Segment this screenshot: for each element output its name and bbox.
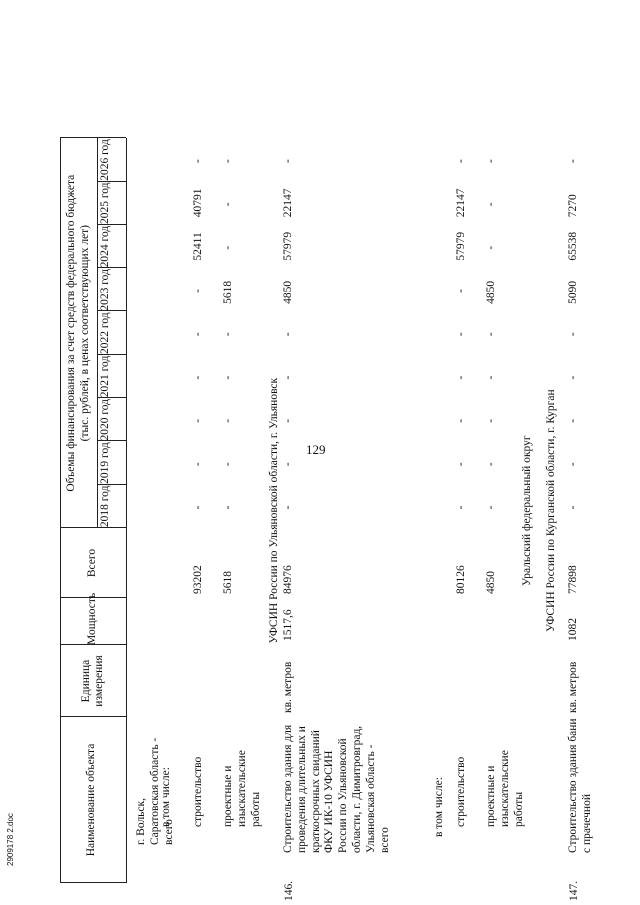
header-year-2022: 2022 год xyxy=(99,312,111,354)
row-year-value: - xyxy=(282,505,294,510)
row-year-value: - xyxy=(455,418,467,423)
row-subheading: в том числе: xyxy=(433,777,445,837)
row-year-value: - xyxy=(192,159,204,163)
header-funding-title: Объемы финансирования за счет средств федерального бюджета xyxy=(65,174,77,492)
row-total: 4850 xyxy=(485,571,497,594)
row-year-value: 7270 xyxy=(567,194,579,218)
row-total: 5618 xyxy=(222,571,234,594)
row-year-value: 4850 xyxy=(485,280,497,304)
row-name: в том числе: xyxy=(160,767,172,827)
header-year-2018: 2018 год xyxy=(99,485,111,528)
row-year-value: - xyxy=(485,505,497,510)
row-capacity: 1517,6 xyxy=(282,609,294,641)
row-year-value: 52411 xyxy=(192,232,204,261)
header-funding-subtitle: (тыс. рублей, в ценах соответствующих лет) xyxy=(79,224,91,442)
row-year-value: - xyxy=(282,332,294,337)
row-year-value: 57979 xyxy=(455,231,467,261)
header-year-2020: 2020 год xyxy=(99,398,111,441)
row-number: 147. xyxy=(568,880,580,901)
row-year-value: - xyxy=(567,462,579,467)
row-year-value: - xyxy=(485,159,497,163)
row-year-value: - xyxy=(567,505,579,510)
row-year-value: - xyxy=(222,418,234,423)
row-total: 93202 xyxy=(192,565,204,594)
header-year-2021: 2021 год xyxy=(99,355,111,398)
row-year-value: - xyxy=(222,505,234,510)
row-year-value: - xyxy=(282,375,294,380)
row-name: проектные и изыскательские работы xyxy=(222,750,262,827)
header-year-2025: 2025 год xyxy=(99,182,111,225)
row-year-value: - xyxy=(222,375,234,380)
row-capacity: 1082 xyxy=(567,618,579,641)
row-year-value: - xyxy=(455,332,467,337)
row-year-value: 22147 xyxy=(282,188,294,218)
row-year-value: - xyxy=(485,418,497,423)
row-year-value: 4850 xyxy=(282,280,294,304)
row-total: 80126 xyxy=(455,565,467,594)
header-unit: Единица измерения xyxy=(80,655,105,707)
row-year-value: - xyxy=(192,332,204,337)
row-year-value: - xyxy=(567,418,579,423)
row-year-value: 5618 xyxy=(222,280,234,304)
header-year-2026: 2026 год xyxy=(99,139,111,181)
section-heading: Уральский федеральный округ xyxy=(521,435,533,586)
row-total: 84976 xyxy=(282,565,294,594)
footer-filename: 2909178 2.doc xyxy=(6,813,15,866)
grid-hline xyxy=(97,138,98,528)
row-year-value: - xyxy=(455,505,467,510)
row-name: проектные и изыскательские работы xyxy=(485,750,525,827)
row-year-value: 57979 xyxy=(282,231,294,261)
row-year-value: - xyxy=(485,375,497,380)
row-year-value: - xyxy=(282,159,294,163)
row-total: 77898 xyxy=(567,565,579,594)
row-year-value: - xyxy=(222,462,234,467)
row-year-value: 65538 xyxy=(567,231,579,261)
row-year-value: - xyxy=(222,159,234,163)
row-year-value: 5090 xyxy=(567,280,579,304)
row-number: 146. xyxy=(283,880,295,901)
row-name: г. Вольск, Саратовская область - всего xyxy=(135,737,175,845)
row-unit: кв. метров xyxy=(282,661,294,713)
row-name: Строительство здания для проведения длительных и краткосрочных свиданий ФКУ ИК-10 УФСИН России по Ульяновской области, г. Димитровград, Ульяновская область - всего xyxy=(282,724,391,853)
row-year-value: - xyxy=(192,418,204,423)
row-year-value: - xyxy=(222,332,234,337)
row-year-value: - xyxy=(282,418,294,423)
row-year-value: - xyxy=(192,375,204,380)
row-year-value: - xyxy=(455,289,467,293)
row-year-value: - xyxy=(192,505,204,510)
header-capacity: Мощность xyxy=(86,592,98,645)
row-year-value: - xyxy=(567,375,579,380)
header-year-2024: 2024 год xyxy=(99,225,111,268)
row-year-value: - xyxy=(567,332,579,337)
row-year-value: - xyxy=(455,462,467,467)
row-year-value: - xyxy=(192,289,204,293)
row-year-value: - xyxy=(192,462,204,467)
header-year-2023: 2023 год xyxy=(99,269,111,311)
row-year-value: 22147 xyxy=(455,188,467,218)
row-year-value: - xyxy=(485,332,497,337)
page-number: 129 xyxy=(306,442,326,457)
row-unit: кв. метров xyxy=(567,661,579,713)
section-heading: УФСИН России по Курганской области, г. Курган xyxy=(545,389,557,632)
header-year-2019: 2019 год xyxy=(99,442,111,484)
row-year-value: - xyxy=(455,159,467,163)
row-name: Строительство здания бани с прачечной xyxy=(567,718,593,853)
row-year-value: - xyxy=(282,462,294,467)
row-year-value: 40791 xyxy=(192,188,204,218)
row-year-value: - xyxy=(485,202,497,207)
row-year-value: - xyxy=(567,159,579,163)
row-name: строительство xyxy=(192,756,204,827)
row-year-value: - xyxy=(485,462,497,467)
grid-hline xyxy=(60,138,61,883)
header-name: Наименование объекта xyxy=(85,743,97,857)
row-year-value: - xyxy=(485,245,497,250)
row-year-value: - xyxy=(222,245,234,250)
row-name: строительство xyxy=(455,756,467,827)
row-year-value: - xyxy=(455,375,467,380)
grid-hline xyxy=(126,138,127,883)
row-year-value: - xyxy=(222,202,234,207)
header-total: Всего xyxy=(86,548,98,578)
section-heading: УФСИН России по Ульяновской области, г. Ульяновск xyxy=(268,377,280,644)
